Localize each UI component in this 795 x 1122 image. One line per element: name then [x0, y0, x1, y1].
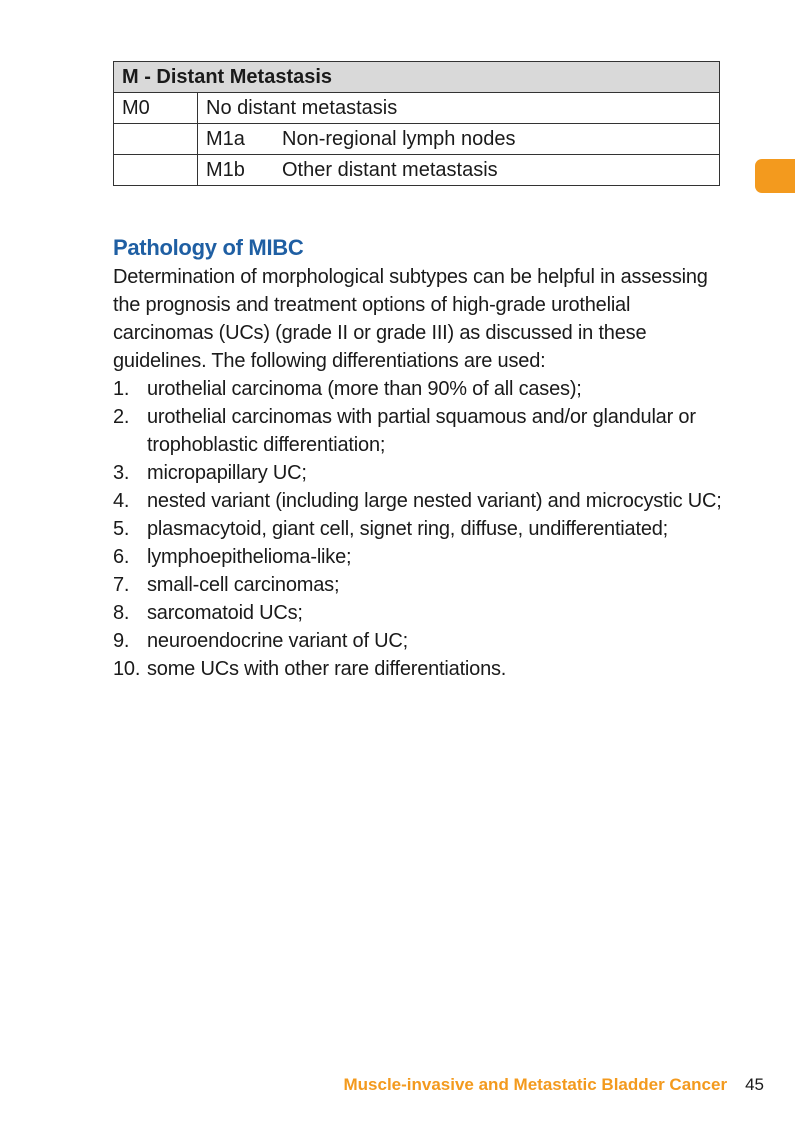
list-item-number: 10.: [113, 658, 141, 680]
list-item: [113, 571, 733, 599]
list-item-number: 9.: [113, 630, 130, 652]
page-number: 45: [745, 1075, 764, 1094]
table-row: [114, 93, 720, 124]
list-item-text: neuroendocrine variant of UC;: [147, 630, 409, 652]
chapter-tab-marker: [755, 159, 795, 193]
metastasis-table: [113, 61, 720, 186]
table-cell-empty: [114, 124, 198, 155]
list-item-text: micropapillary UC;: [147, 462, 307, 484]
table-cell-description: No distant metastasis: [198, 93, 720, 124]
list-item-text: small-cell carcinomas;: [147, 574, 340, 596]
list-item: [113, 459, 733, 487]
list-item-number: 3.: [113, 462, 130, 484]
table-cell-empty: [114, 155, 198, 186]
list-item-text: some UCs with other rare differentiations.: [147, 658, 507, 680]
list-item-number: 8.: [113, 602, 130, 624]
list-item: [113, 375, 733, 403]
table-row: [114, 155, 720, 186]
table-cell-description: Non-regional lymph nodes: [282, 127, 516, 150]
section-heading: Pathology of MIBC: [113, 235, 304, 260]
list-item-number: 5.: [113, 518, 130, 540]
footer-title: Muscle-invasive and Metastatic Bladder Cancer: [343, 1075, 728, 1094]
list-item-text: urothelial carcinomas with partial squamous and/or glandular or trophoblastic differentiation;: [147, 406, 696, 456]
list-item: [113, 627, 733, 655]
list-item: [113, 543, 733, 571]
list-item-number: 2.: [113, 406, 130, 428]
page-footer: [300, 1074, 764, 1096]
differentiation-list: [113, 375, 733, 683]
table-cell-subrow: [198, 155, 720, 186]
table-cell-description: Other distant metastasis: [282, 158, 498, 181]
list-item: [113, 515, 733, 543]
list-item-text: plasmacytoid, giant cell, signet ring, diffuse, undifferentiated;: [147, 518, 669, 540]
table-header-row: [114, 62, 720, 93]
table-header: M - Distant Metastasis: [114, 62, 720, 93]
table-cell-subcode: M1a: [206, 127, 245, 150]
list-item: [113, 487, 733, 515]
list-item: [113, 599, 733, 627]
table-cell-subcode: M1b: [206, 158, 245, 181]
list-item-number: 1.: [113, 378, 130, 400]
list-item-number: 6.: [113, 546, 130, 568]
table-cell-code: M0: [114, 93, 198, 124]
pathology-section: [113, 233, 733, 683]
list-item-number: 4.: [113, 490, 130, 512]
list-item-number: 7.: [113, 574, 130, 596]
list-item-text: urothelial carcinoma (more than 90% of all cases);: [147, 378, 582, 400]
section-intro: Determination of morphological subtypes can be helpful in assessing the prognosis and treatment options of high-grade urothelial carcinomas (UCs) (grade II or grade III) as discussed in these guidelines. The following differentiations are used:: [113, 266, 708, 372]
list-item-text: sarcomatoid UCs;: [147, 602, 303, 624]
table-row: [114, 124, 720, 155]
list-item-text: lymphoepithelioma-like;: [147, 546, 352, 568]
table-cell-subrow: [198, 124, 720, 155]
list-item: [113, 655, 733, 683]
list-item-text: nested variant (including large nested variant) and microcystic UC;: [147, 490, 722, 512]
list-item: [113, 403, 733, 459]
